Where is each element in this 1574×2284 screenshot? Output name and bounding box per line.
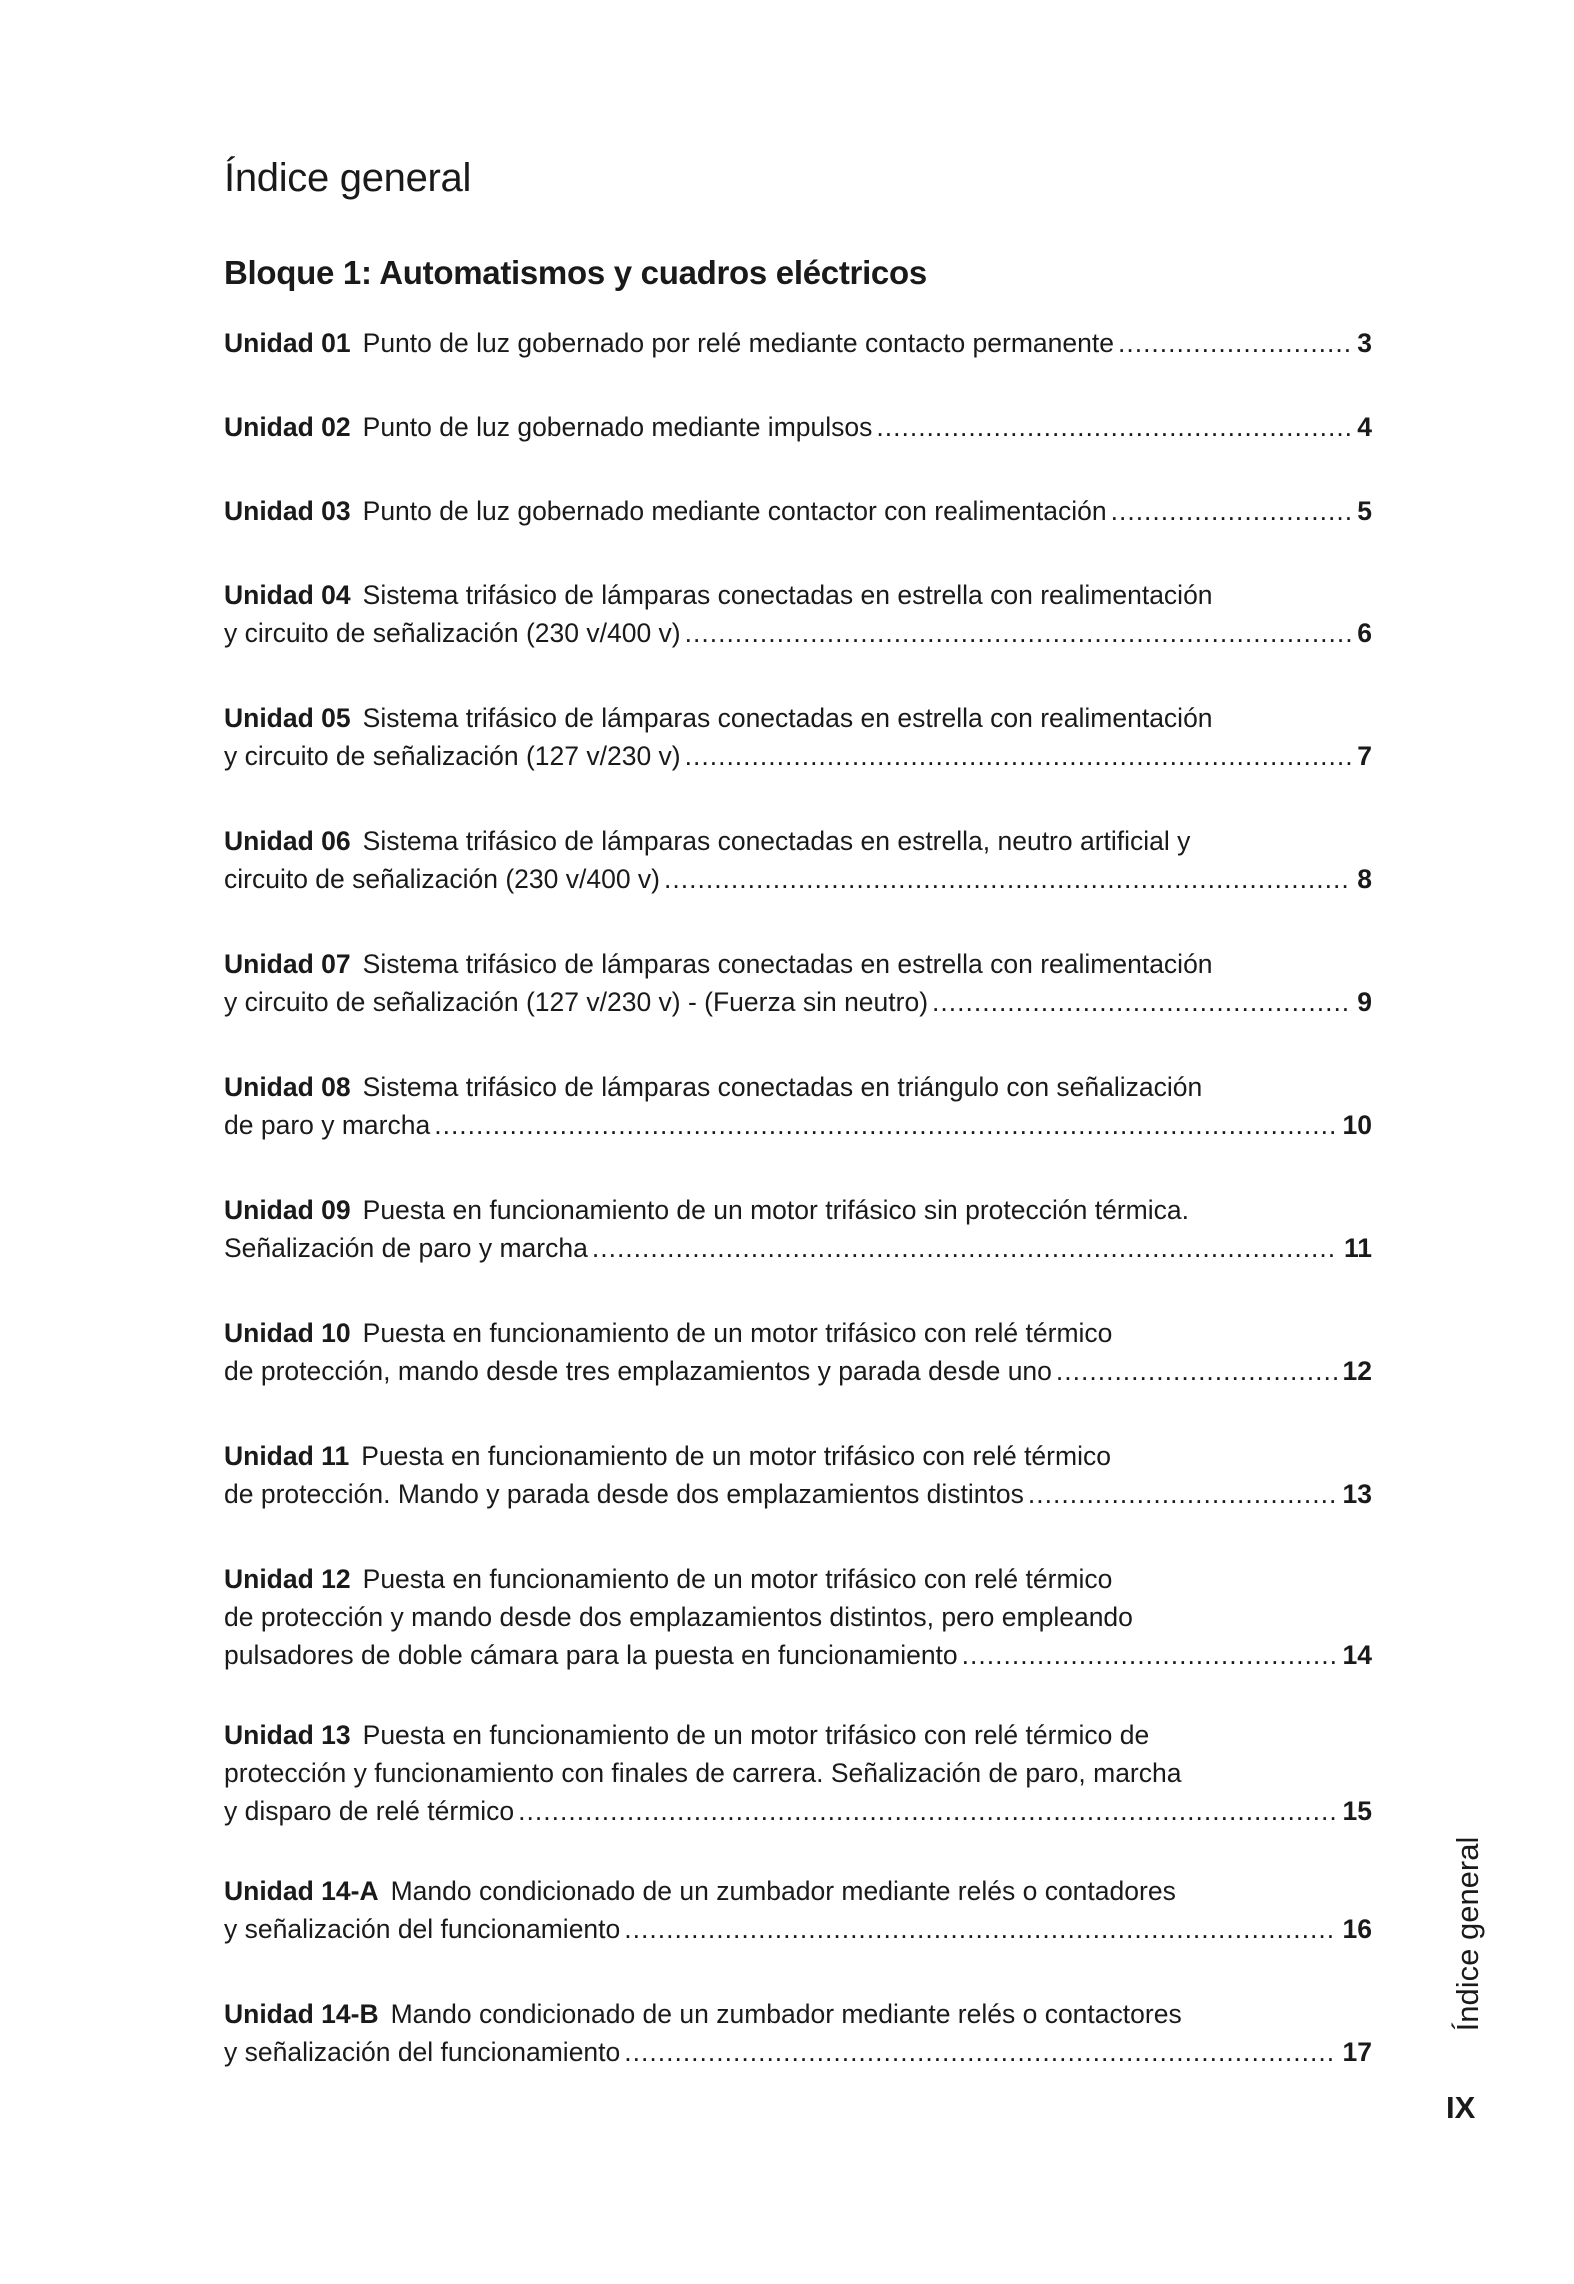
toc-entry-text: Puesta en funcionamiento de un motor trifásico sin protección térmica. — [362, 1195, 1189, 1225]
toc-entry[interactable] — [224, 822, 1372, 898]
page-title: Índice general — [224, 156, 472, 200]
toc-entry-text: Sistema trifásico de lámparas conectadas en estrella con realimentación — [362, 949, 1213, 979]
toc-unit-label: Unidad 11 — [224, 1441, 350, 1471]
dot-leader — [518, 1792, 1336, 1830]
dot-leader — [685, 737, 1352, 775]
toc-page-number: 4 — [1357, 412, 1372, 442]
toc-page-number: 11 — [1343, 1233, 1372, 1263]
toc-entry-text: de protección y mando desde dos emplazamientos distintos, pero empleando — [224, 1602, 1133, 1632]
toc-entry-text: Puesta en funcionamiento de un motor trifásico con relé térmico — [362, 1318, 1113, 1348]
dot-leader — [962, 1636, 1337, 1674]
toc-page-number: 14 — [1342, 1640, 1372, 1670]
side-running-title-text: Índice general — [1450, 1836, 1485, 2032]
side-running-title — [1438, 1825, 1498, 2043]
toc-page-number: 13 — [1342, 1479, 1372, 1509]
toc-page-number: 15 — [1342, 1796, 1372, 1826]
dot-leader — [624, 1910, 1336, 1948]
toc-entry-text: y señalización del funcionamiento — [224, 2037, 621, 2067]
toc-entry-text: pulsadores de doble cámara para la puesta en funcionamiento — [224, 1640, 958, 1670]
toc-entry[interactable] — [224, 945, 1372, 1021]
toc-entry-text: circuito de señalización (230 v/400 v) — [224, 864, 661, 894]
dot-leader — [624, 2033, 1336, 2071]
toc-page-number: 8 — [1357, 864, 1372, 894]
toc-entry-text: protección y funcionamiento con finales de carrera. Señalización de paro, marcha — [224, 1758, 1182, 1788]
toc-entry-text: y circuito de señalización (230 v/400 v) — [224, 618, 681, 648]
page-number: IX — [1446, 2090, 1476, 2125]
toc-unit-label: Unidad 09 — [224, 1195, 351, 1225]
toc-unit-label: Unidad 03 — [224, 496, 351, 526]
toc-entry[interactable] — [224, 1560, 1372, 1674]
toc-unit-label: Unidad 02 — [224, 412, 351, 442]
toc-entry[interactable] — [224, 1995, 1372, 2071]
dot-leader — [1056, 1352, 1337, 1390]
toc-page-number: 9 — [1357, 987, 1372, 1017]
toc-entry-text: Señalización de paro y marcha — [224, 1233, 588, 1263]
dot-leader — [932, 983, 1351, 1021]
toc-entry-text: Punto de luz gobernado mediante contactor con realimentación — [362, 496, 1107, 526]
toc-unit-label: Unidad 06 — [224, 826, 351, 856]
toc-page-number: 5 — [1357, 496, 1372, 526]
dot-leader — [1028, 1475, 1337, 1513]
toc-entry[interactable] — [224, 408, 1372, 446]
toc-entry[interactable] — [224, 699, 1372, 775]
toc-entry[interactable] — [224, 492, 1372, 530]
toc-entry[interactable] — [224, 1314, 1372, 1390]
dot-leader — [685, 614, 1352, 652]
toc-entry-text: Mando condicionado de un zumbador mediante relés o contadores — [390, 1876, 1176, 1906]
toc-entry[interactable] — [224, 1437, 1372, 1513]
toc-entry-text: Puesta en funcionamiento de un motor trifásico con relé térmico — [362, 1564, 1113, 1594]
toc-entry-text: Sistema trifásico de lámparas conectadas en estrella con realimentación — [362, 580, 1213, 610]
toc-entry-text: de paro y marcha — [224, 1110, 431, 1140]
toc-unit-label: Unidad 13 — [224, 1720, 351, 1750]
toc-entry[interactable] — [224, 1191, 1372, 1267]
toc-entry[interactable] — [224, 1872, 1372, 1948]
toc-unit-label: Unidad 01 — [224, 328, 351, 358]
toc-unit-label: Unidad 10 — [224, 1318, 351, 1348]
toc-entry-text: Puesta en funcionamiento de un motor trifásico con relé térmico de — [362, 1720, 1150, 1750]
dot-leader — [592, 1229, 1338, 1267]
toc-page-number: 7 — [1357, 741, 1372, 771]
toc-entry-text: Mando condicionado de un zumbador mediante relés o contactores — [390, 1999, 1182, 2029]
toc-entry[interactable] — [224, 1068, 1372, 1144]
dot-leader — [1111, 492, 1352, 530]
toc-unit-label: Unidad 14-B — [224, 1999, 379, 2029]
toc-entry-text: y señalización del funcionamiento — [224, 1914, 621, 1944]
toc-entry-text: Sistema trifásico de lámparas conectadas en estrella con realimentación — [362, 703, 1213, 733]
toc-entry[interactable] — [224, 324, 1372, 362]
toc-entry-text: y circuito de señalización (127 v/230 v) — [224, 741, 681, 771]
toc-entry-text: Puesta en funcionamiento de un motor trifásico con relé térmico — [361, 1441, 1111, 1471]
toc-unit-label: Unidad 05 — [224, 703, 351, 733]
block-title: Bloque 1: Automatismos y cuadros eléctricos — [224, 254, 927, 291]
toc-unit-label: Unidad 14-A — [224, 1876, 379, 1906]
toc-entry-text: Punto de luz gobernado mediante impulsos — [362, 412, 873, 442]
toc-entry-text: Sistema trifásico de lámparas conectadas en triángulo con señalización — [362, 1072, 1203, 1102]
toc-page-number: 6 — [1357, 618, 1372, 648]
toc-entry[interactable] — [224, 576, 1372, 652]
toc-entry-text: y disparo de relé térmico — [224, 1796, 515, 1826]
toc-page-number: 12 — [1342, 1356, 1372, 1386]
dot-leader — [664, 860, 1351, 898]
toc-entry-text: de protección. Mando y parada desde dos emplazamientos distintos — [224, 1479, 1024, 1509]
toc-entry[interactable] — [224, 1716, 1372, 1830]
toc-entry-text: y circuito de señalización (127 v/230 v) - (Fuerza sin neutro) — [224, 987, 929, 1017]
toc-unit-label: Unidad 08 — [224, 1072, 351, 1102]
toc-page-number: 3 — [1357, 328, 1372, 358]
toc-page-number: 16 — [1342, 1914, 1372, 1944]
toc-unit-label: Unidad 04 — [224, 580, 351, 610]
toc-unit-label: Unidad 12 — [224, 1564, 351, 1594]
toc-entry-text: de protección, mando desde tres emplazamientos y parada desde uno — [224, 1356, 1052, 1386]
toc-unit-label: Unidad 07 — [224, 949, 351, 979]
toc-entry-text: Punto de luz gobernado por relé mediante contacto permanente — [362, 328, 1114, 358]
dot-leader — [1118, 324, 1351, 362]
toc-page-number: 17 — [1342, 2037, 1372, 2067]
dot-leader — [876, 408, 1351, 446]
dot-leader — [434, 1106, 1336, 1144]
toc-page-number: 10 — [1342, 1110, 1372, 1140]
toc-entry-text: Sistema trifásico de lámparas conectadas en estrella, neutro artificial y — [362, 826, 1191, 856]
